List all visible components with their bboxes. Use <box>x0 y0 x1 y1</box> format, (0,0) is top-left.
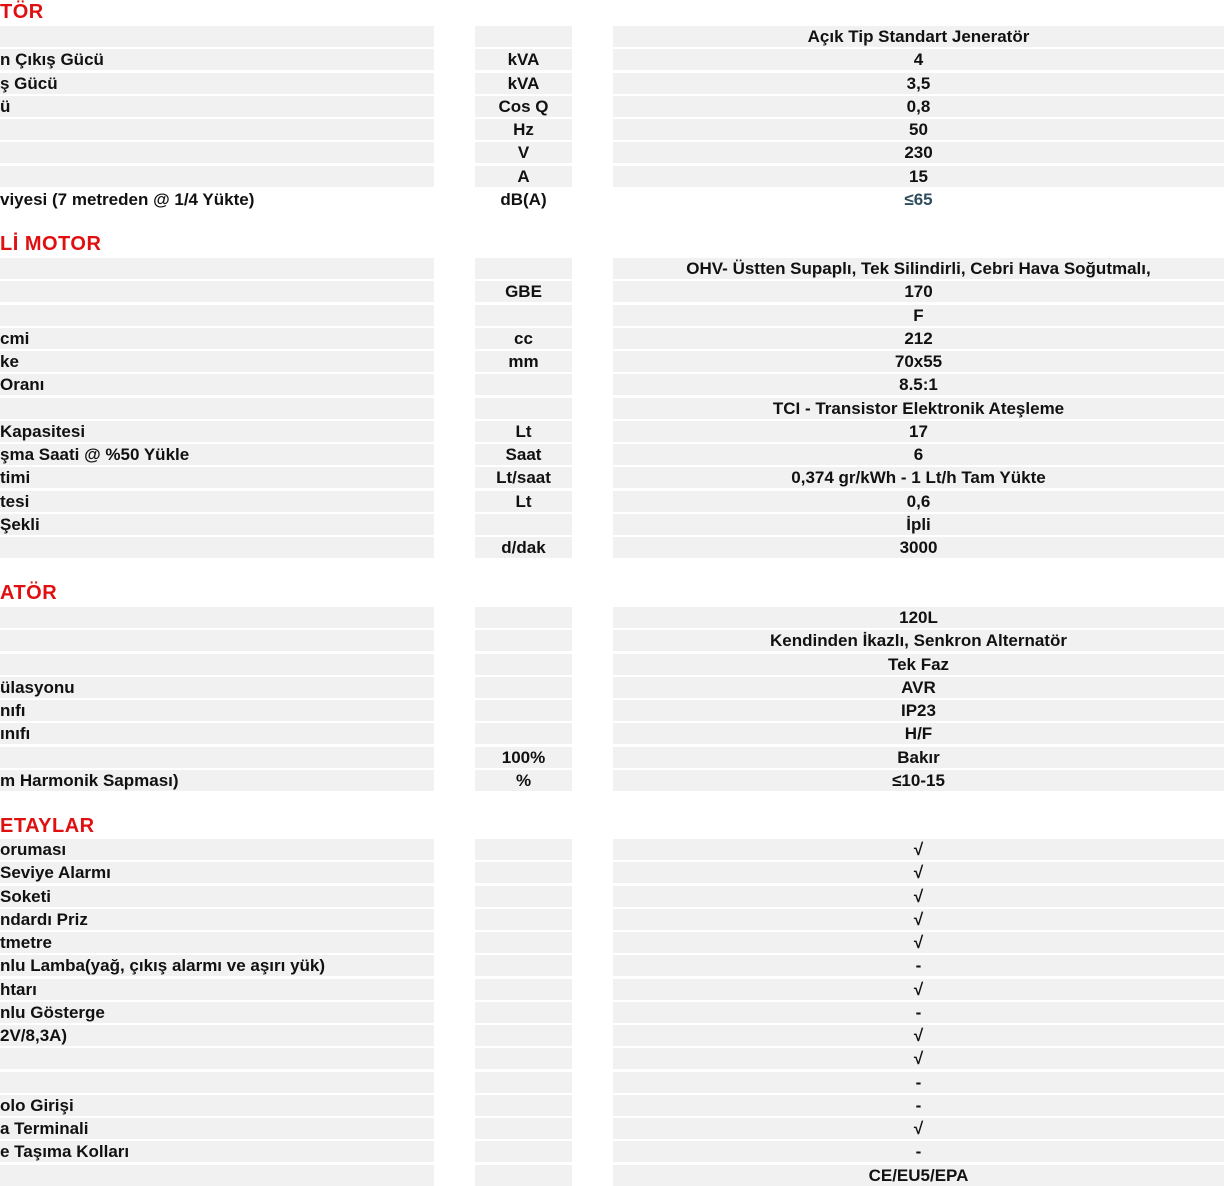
spec-value: - <box>613 1095 1224 1116</box>
table-row <box>0 444 1224 465</box>
spec-label <box>0 26 434 47</box>
spec-label: tmetre <box>0 932 434 953</box>
spec-label: Kapasitesi <box>0 421 434 442</box>
spec-unit <box>475 305 572 326</box>
table-row <box>0 1025 1224 1046</box>
spec-unit <box>475 654 572 675</box>
spec-unit: Lt/saat <box>475 467 572 488</box>
spec-unit <box>475 398 572 419</box>
spec-unit: kVA <box>475 73 572 94</box>
spec-label: Soketi <box>0 886 434 907</box>
spec-label: e Taşıma Kolları <box>0 1141 434 1162</box>
spec-unit <box>475 955 572 976</box>
spec-unit: Lt <box>475 491 572 512</box>
table-row <box>0 421 1224 442</box>
spec-unit <box>475 909 572 930</box>
spec-label <box>0 607 434 628</box>
spec-label <box>0 142 434 163</box>
spec-label: nlu Gösterge <box>0 1002 434 1023</box>
spec-label: Seviye Alarmı <box>0 862 434 883</box>
table-row <box>0 351 1224 372</box>
spec-label <box>0 166 434 187</box>
spec-unit <box>475 700 572 721</box>
spec-label: Oranı <box>0 374 434 395</box>
table-row <box>0 328 1224 349</box>
spec-label: a Terminali <box>0 1118 434 1139</box>
table-row <box>0 747 1224 768</box>
table-row <box>0 654 1224 675</box>
spec-value: 50 <box>613 119 1224 140</box>
spec-value: - <box>613 1141 1224 1162</box>
spec-value: Açık Tip Standart Jeneratör <box>613 26 1224 47</box>
spec-label: tesi <box>0 491 434 512</box>
spec-unit <box>475 723 572 744</box>
spec-value: 17 <box>613 421 1224 442</box>
generator-section-title: TÖR <box>0 1 44 23</box>
spec-unit <box>475 26 572 47</box>
spec-value: Tek Faz <box>613 654 1224 675</box>
table-row <box>0 607 1224 628</box>
spec-label <box>0 258 434 279</box>
table-row <box>0 677 1224 698</box>
spec-value: 0,6 <box>613 491 1224 512</box>
spec-value: ≤10-15 <box>613 770 1224 791</box>
spec-label: nıfı <box>0 700 434 721</box>
spec-value: Kendinden İkazlı, Senkron Alternatör <box>613 630 1224 651</box>
spec-value: √ <box>613 1048 1224 1069</box>
spec-unit <box>475 258 572 279</box>
table-row <box>0 909 1224 930</box>
table-row <box>0 514 1224 535</box>
table-row <box>0 932 1224 953</box>
spec-value: √ <box>613 862 1224 883</box>
spec-value: CE/EU5/EPA <box>613 1165 1224 1186</box>
spec-unit <box>475 1118 572 1139</box>
table-row <box>0 1095 1224 1116</box>
spec-value: √ <box>613 886 1224 907</box>
spec-value: OHV- Üstten Supaplı, Tek Silindirli, Cebri Hava Soğutmalı, <box>613 258 1224 279</box>
spec-value: İpli <box>613 514 1224 535</box>
spec-value: 8.5:1 <box>613 374 1224 395</box>
spec-unit: Hz <box>475 119 572 140</box>
spec-value: - <box>613 1072 1224 1093</box>
spec-label: m Harmonik Sapması) <box>0 770 434 791</box>
spec-unit <box>475 630 572 651</box>
spec-label: ü <box>0 96 434 117</box>
spec-unit: Cos Q <box>475 96 572 117</box>
table-row <box>0 142 1224 163</box>
spec-unit <box>475 932 572 953</box>
spec-value: 0,8 <box>613 96 1224 117</box>
spec-label <box>0 1072 434 1093</box>
spec-unit <box>475 514 572 535</box>
table-row <box>0 723 1224 744</box>
spec-value: √ <box>613 1118 1224 1139</box>
spec-value: H/F <box>613 723 1224 744</box>
spec-label <box>0 630 434 651</box>
spec-unit <box>475 1141 572 1162</box>
spec-unit <box>475 1048 572 1069</box>
table-row <box>0 73 1224 94</box>
spec-value: √ <box>613 932 1224 953</box>
spec-value: F <box>613 305 1224 326</box>
spec-unit: d/dak <box>475 537 572 558</box>
spec-value: Bakır <box>613 747 1224 768</box>
table-row <box>0 491 1224 512</box>
engine-section-title: Lİ MOTOR <box>0 233 102 255</box>
spec-value: 170 <box>613 281 1224 302</box>
spec-label: nlu Lamba(yağ, çıkış alarmı ve aşırı yük) <box>0 955 434 976</box>
spec-value: - <box>613 1002 1224 1023</box>
spec-label: timi <box>0 467 434 488</box>
table-row <box>0 1072 1224 1093</box>
alternator-section-title: ATÖR <box>0 582 58 604</box>
spec-value: √ <box>613 1025 1224 1046</box>
spec-unit <box>475 1002 572 1023</box>
spec-label <box>0 537 434 558</box>
spec-label <box>0 305 434 326</box>
spec-label: cmi <box>0 328 434 349</box>
spec-label <box>0 398 434 419</box>
spec-value: 230 <box>613 142 1224 163</box>
table-row <box>0 979 1224 1000</box>
table-row <box>0 1165 1224 1186</box>
spec-unit: V <box>475 142 572 163</box>
spec-label <box>0 119 434 140</box>
spec-label: Şekli <box>0 514 434 535</box>
table-row <box>0 630 1224 651</box>
spec-unit <box>475 1095 572 1116</box>
spec-label: ülasyonu <box>0 677 434 698</box>
spec-unit <box>475 862 572 883</box>
spec-value: ≤65 <box>904 189 933 209</box>
table-row <box>0 537 1224 558</box>
spec-unit: cc <box>475 328 572 349</box>
spec-unit <box>475 374 572 395</box>
spec-unit: Saat <box>475 444 572 465</box>
table-row <box>0 258 1224 279</box>
spec-unit <box>475 886 572 907</box>
spec-label <box>0 1165 434 1186</box>
table-row <box>0 398 1224 419</box>
spec-value: 6 <box>613 444 1224 465</box>
spec-value: √ <box>613 979 1224 1000</box>
table-row <box>0 305 1224 326</box>
spec-label: ndardı Priz <box>0 909 434 930</box>
table-row <box>0 700 1224 721</box>
spec-unit <box>475 677 572 698</box>
spec-unit <box>475 1025 572 1046</box>
spec-unit <box>475 839 572 860</box>
spec-unit: % <box>475 770 572 791</box>
table-row <box>0 1141 1224 1162</box>
table-row <box>0 119 1224 140</box>
spec-label: viyesi (7 metreden @ 1/4 Yükte) <box>0 189 255 209</box>
spec-unit: mm <box>475 351 572 372</box>
spec-label: şma Saati @ %50 Yükle <box>0 444 434 465</box>
spec-unit: 100% <box>475 747 572 768</box>
spec-value: 120L <box>613 607 1224 628</box>
spec-value: 212 <box>613 328 1224 349</box>
spec-label <box>0 1048 434 1069</box>
table-row <box>0 281 1224 302</box>
table-row <box>0 189 1224 210</box>
spec-label: n Çıkış Gücü <box>0 49 434 70</box>
table-row <box>0 26 1224 47</box>
spec-label <box>0 654 434 675</box>
spec-value: AVR <box>613 677 1224 698</box>
table-row <box>0 1002 1224 1023</box>
spec-value: 3000 <box>613 537 1224 558</box>
spec-unit <box>475 1072 572 1093</box>
table-row <box>0 467 1224 488</box>
table-row <box>0 1118 1224 1139</box>
spec-unit <box>475 979 572 1000</box>
spec-value: 3,5 <box>613 73 1224 94</box>
spec-unit: GBE <box>475 281 572 302</box>
spec-value: 15 <box>613 166 1224 187</box>
spec-unit: Lt <box>475 421 572 442</box>
spec-label <box>0 747 434 768</box>
spec-value: √ <box>613 909 1224 930</box>
table-row <box>0 96 1224 117</box>
table-row <box>0 374 1224 395</box>
details-section-title: ETAYLAR <box>0 815 95 837</box>
spec-label: oruması <box>0 839 434 860</box>
table-row <box>0 49 1224 70</box>
table-row <box>0 770 1224 791</box>
table-row <box>0 166 1224 187</box>
spec-value: IP23 <box>613 700 1224 721</box>
spec-label: olo Girişi <box>0 1095 434 1116</box>
spec-unit: kVA <box>475 49 572 70</box>
spec-value: TCI - Transistor Elektronik Ateşleme <box>613 398 1224 419</box>
spec-label: ş Gücü <box>0 73 434 94</box>
spec-label: ınıfı <box>0 723 434 744</box>
spec-label: ke <box>0 351 434 372</box>
spec-unit: dB(A) <box>500 189 547 209</box>
spec-unit <box>475 1165 572 1186</box>
table-row <box>0 862 1224 883</box>
spec-value: 70x55 <box>613 351 1224 372</box>
spec-value: 4 <box>613 49 1224 70</box>
spec-unit: A <box>475 166 572 187</box>
table-row <box>0 839 1224 860</box>
spec-label: htarı <box>0 979 434 1000</box>
spec-value: 0,374 gr/kWh - 1 Lt/h Tam Yükte <box>613 467 1224 488</box>
table-row <box>0 886 1224 907</box>
spec-unit <box>475 607 572 628</box>
table-row <box>0 1048 1224 1069</box>
spec-label <box>0 281 434 302</box>
spec-label: 2V/8,3A) <box>0 1025 434 1046</box>
spec-value: - <box>613 955 1224 976</box>
table-row <box>0 955 1224 976</box>
spec-value: √ <box>613 839 1224 860</box>
